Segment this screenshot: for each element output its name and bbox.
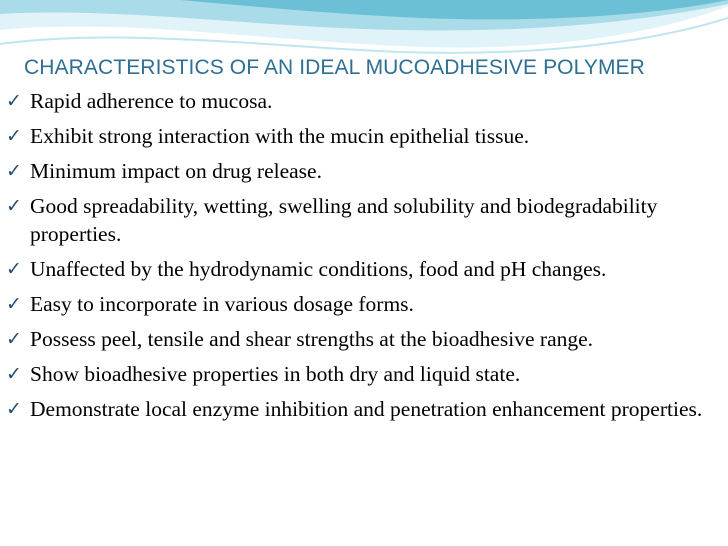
- bullet-text: Easy to incorporate in various dosage forms.: [30, 292, 414, 316]
- bullet-item: [6, 255, 722, 283]
- check-mark-icon: ✓: [6, 125, 22, 147]
- bullet-text: Minimum impact on drug release.: [30, 159, 322, 183]
- slide-title: CHARACTERISTICS OF AN IDEAL MUCOADHESIVE POLYMER: [24, 56, 645, 79]
- bullet-text: Demonstrate local enzyme inhibition and penetration enhancement properties.: [30, 397, 703, 421]
- bullet-text: Rapid adherence to mucosa.: [30, 89, 273, 113]
- bullet-item: [6, 87, 722, 115]
- bullet-item: [6, 290, 722, 318]
- check-mark-icon: ✓: [6, 195, 22, 217]
- bullet-text: Possess peel, tensile and shear strengths at the bioadhesive range.: [30, 327, 594, 351]
- bullet-text: Good spreadability, wetting, swelling and solubility and biodegradability properties.: [30, 194, 658, 246]
- bullet-text: Unaffected by the hydrodynamic conditions, food and pH changes.: [30, 257, 607, 281]
- bullet-item: [6, 360, 722, 388]
- bullet-item: [6, 192, 722, 248]
- bullet-item: [6, 157, 722, 185]
- bullet-list: [6, 87, 722, 430]
- bullet-item: [6, 395, 722, 423]
- check-mark-icon: ✓: [6, 328, 22, 350]
- bullet-text: Exhibit strong interaction with the mucin epithelial tissue.: [30, 124, 530, 148]
- bullet-item: [6, 325, 722, 353]
- check-mark-icon: ✓: [6, 293, 22, 315]
- bullet-text: Show bioadhesive properties in both dry and liquid state.: [30, 362, 521, 386]
- check-mark-icon: ✓: [6, 90, 22, 112]
- check-mark-icon: ✓: [6, 258, 22, 280]
- check-mark-icon: ✓: [6, 398, 22, 420]
- check-mark-icon: ✓: [6, 160, 22, 182]
- bullet-item: [6, 122, 722, 150]
- check-mark-icon: ✓: [6, 363, 22, 385]
